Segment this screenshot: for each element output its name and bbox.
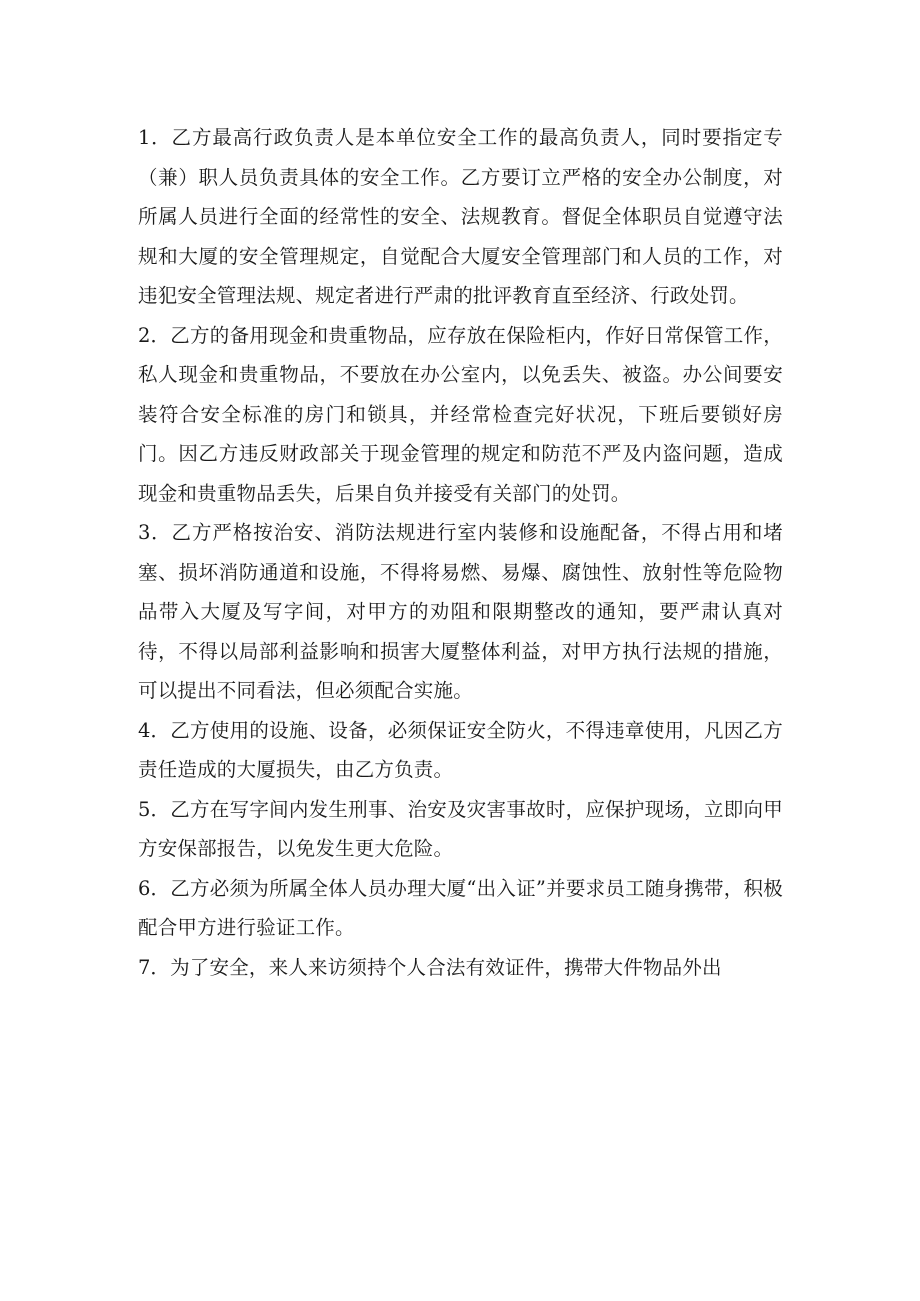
clause-separator: ． (150, 876, 171, 900)
clause-separator: ． (150, 521, 172, 544)
clause-5 (138, 790, 783, 869)
clause-separator: ． (150, 955, 171, 979)
clause-text: 乙方在写字间内发生刑事、治安及灾害事故时，应保护现场，立即向甲方安保部报告，以免发生更大危险。 (138, 797, 784, 860)
clause-number: 2 (138, 323, 151, 347)
clause-text: 乙方的备用现金和贵重物品，应存放在保险柜内，作好日常保管工作，私人现金和贵重物品，不要放在办公室内，以免丢失、被盗。办公间要安装符合安全标准的房门和锁具，并经常检查完好状况，下班后要锁好房门。因乙方违反财政部关于现金管理的规定和防范不严及内盗问题，造成现金和贵重物品丢失，后果自负并接受有关部门的处罚。 (138, 323, 784, 505)
clause-number: 4 (138, 718, 151, 742)
clause-text: 乙方最高行政负责人是本单位安全工作的最高负责人，同时要指定专（兼）职人员负责具体的安全工作。乙方要订立严格的安全办公制度，对所属人员进行全面的经常性的安全、法规教育。督促全体职员自觉遵守法规和大厦的安全管理规定，自觉配合大厦安全管理部门和人员的工作，对违犯安全管理法规、规定者进行严肃的批评教育直至经济、行政处罚。 (138, 126, 783, 307)
clause-number: 7 (138, 955, 151, 979)
clause-4 (138, 711, 783, 790)
clause-text: 乙方严格按治安、消防法规进行室内装修和设施配备，不得占用和堵塞、损坏消防通道和设施，不得将易燃、易爆、腐蚀性、放射性等危险物品带入大厦及写字间，对甲方的劝阻和限期整改的通知，要严肃认真对待，不得以局部利益影响和损害大厦整体利益，对甲方执行法规的措施，可以提出不同看法，但必须配合实施。 (138, 521, 783, 702)
clause-2 (138, 316, 783, 514)
clause-number: 3 (138, 521, 151, 544)
clause-text: 乙方必须为所属全体人员办理大厦“出入证”并要求员工随身携带，积极配合甲方进行验证工作。 (138, 876, 783, 939)
clause-7 (138, 948, 783, 988)
clause-3 (138, 513, 783, 711)
clause-separator: ． (150, 323, 171, 347)
clause-separator: ． (150, 797, 171, 821)
document-body (138, 118, 783, 987)
clause-6 (138, 869, 783, 948)
clause-number: 5 (138, 797, 151, 821)
clause-text: 为了安全，来人来访须持个人合法有效证件，携带大件物品外出 (170, 955, 722, 979)
clause-number: 1 (138, 126, 151, 149)
clause-text: 乙方使用的设施、设备，必须保证安全防火，不得违章使用，凡因乙方责任造成的大厦损失，由乙方负责。 (138, 718, 784, 781)
clause-number: 6 (138, 876, 151, 900)
clause-1 (138, 118, 783, 316)
clause-separator: ． (150, 126, 172, 149)
clause-separator: ． (150, 718, 171, 742)
